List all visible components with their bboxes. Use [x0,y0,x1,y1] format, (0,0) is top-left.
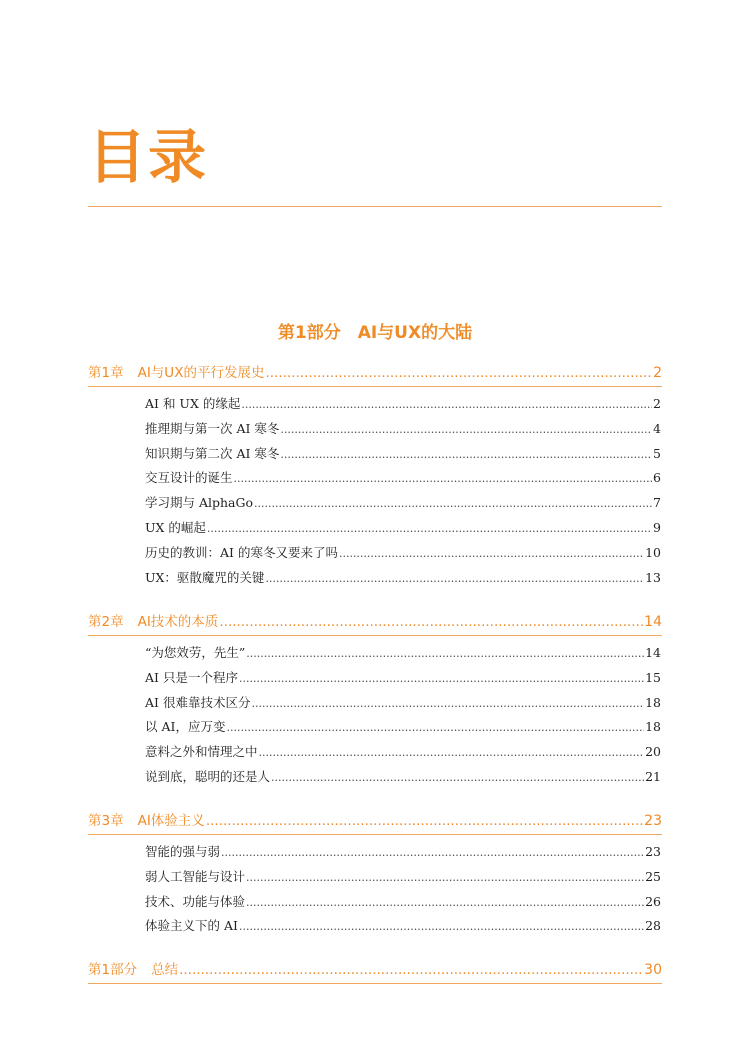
toc-chapter-entry[interactable] [88,609,662,636]
page-number: 4 [653,420,661,436]
dot-leader [265,360,652,386]
dot-leader [207,518,652,540]
page-title: 目录 [88,123,209,191]
dot-leader [265,568,644,590]
dot-leader [241,394,652,416]
section-title: 技术、功能与体验 [145,893,246,909]
page-number: 15 [645,669,661,685]
toc-section-entry[interactable] [145,567,661,589]
chapter-title: 总结 [151,962,179,978]
page-number: 14 [645,645,661,660]
page-number: 25 [645,868,661,884]
section-title: “为您效劳，先生” [145,645,246,660]
section-title: 弱人工智能与设计 [145,868,246,884]
toc-section-entry[interactable] [145,492,661,514]
toc-section-entry[interactable] [145,418,661,440]
dot-leader [339,543,644,565]
chapter-number: 第3章 [88,813,124,829]
section-title: 推理期与第一次 AI 寒冬 [145,420,280,436]
dot-leader [280,444,652,466]
page-number: 13 [645,569,661,585]
section-title: AI 只是一个程序 [145,669,238,685]
dot-leader [246,892,644,914]
toc-section-entry[interactable] [145,642,661,664]
section-title: 学习期与 AlphaGo [145,495,254,511]
page-number: 14 [644,614,662,630]
toc-section-entry[interactable] [145,667,661,689]
toc-section-entry[interactable] [145,741,661,763]
dot-leader [219,609,643,635]
dot-leader [280,419,652,441]
chapter-number: 第2章 [88,614,124,630]
dot-leader [239,668,644,690]
section-title: 以 AI，应万变 [145,719,226,735]
page-number: 20 [645,744,661,760]
part-heading: 第1部分 AI与UX的大陆 [277,323,473,343]
toc-chapter-entry[interactable] [88,957,662,984]
page-number: 7 [653,495,661,511]
page-number: 2 [653,365,662,381]
section-title: 说到底，聪明的还是人 [145,769,271,784]
page-number: 10 [645,544,661,560]
section-title: 交互设计的诞生 [145,470,233,486]
page-number: 23 [644,813,662,829]
dot-leader [234,468,653,490]
dot-leader [239,916,644,938]
dot-leader [271,767,644,789]
dot-leader [221,842,644,864]
section-title: 意料之外和情理之中 [145,744,258,760]
section-title: AI 和 UX 的缘起 [145,396,241,411]
chapter-title: AI与UX的平行发展史 [137,365,265,381]
section-title: 历史的教训：AI 的寒冬又要来了吗 [145,544,338,560]
dot-leader [226,717,644,739]
toc-section-entry[interactable] [145,766,661,788]
toc-section-entry[interactable] [145,467,661,489]
page-number: 5 [653,445,661,461]
page-number: 30 [644,962,662,978]
toc-section-entry[interactable] [145,866,661,888]
dot-leader [259,742,645,764]
chapter-number: 第1部分 [88,962,138,978]
toc-chapter-entry[interactable] [88,360,662,387]
toc-section-entry[interactable] [145,517,661,539]
section-title: AI 很难靠技术区分 [145,694,251,710]
dot-leader [254,493,652,515]
page-number: 21 [645,769,661,784]
toc-section-entry[interactable] [145,692,661,714]
dot-leader [179,957,643,983]
chapter-number: 第1章 [88,365,124,381]
dot-leader [251,693,644,715]
chapter-title: AI技术的本质 [137,614,219,630]
chapter-title: AI体验主义 [137,813,205,829]
toc-section-entry[interactable] [145,542,661,564]
toc-section-entry[interactable] [145,891,661,913]
toc-section-entry[interactable] [145,716,661,738]
toc-section-entry[interactable] [145,393,661,415]
section-title: 智能的强与弱 [145,844,221,859]
page-number: 2 [653,396,661,411]
page-number: 26 [645,893,661,909]
toc-section-entry[interactable] [145,915,661,937]
page-number: 9 [653,520,661,535]
section-title: UX：驱散魔咒的关键 [145,569,265,585]
toc-chapter-entry[interactable] [88,808,662,835]
page-number: 23 [645,844,661,859]
section-title: 知识期与第二次 AI 寒冬 [145,445,280,461]
dot-leader [246,867,644,889]
page-number: 6 [653,470,661,486]
toc-section-entry[interactable] [145,443,661,465]
page-number: 18 [645,694,661,710]
page-number: 18 [645,719,661,735]
dot-leader [246,643,644,665]
dot-leader [206,808,643,834]
page-number: 28 [645,918,661,934]
section-title: UX 的崛起 [145,520,206,535]
section-title: 体验主义下的 AI [145,918,238,934]
toc-section-entry[interactable] [145,841,661,863]
